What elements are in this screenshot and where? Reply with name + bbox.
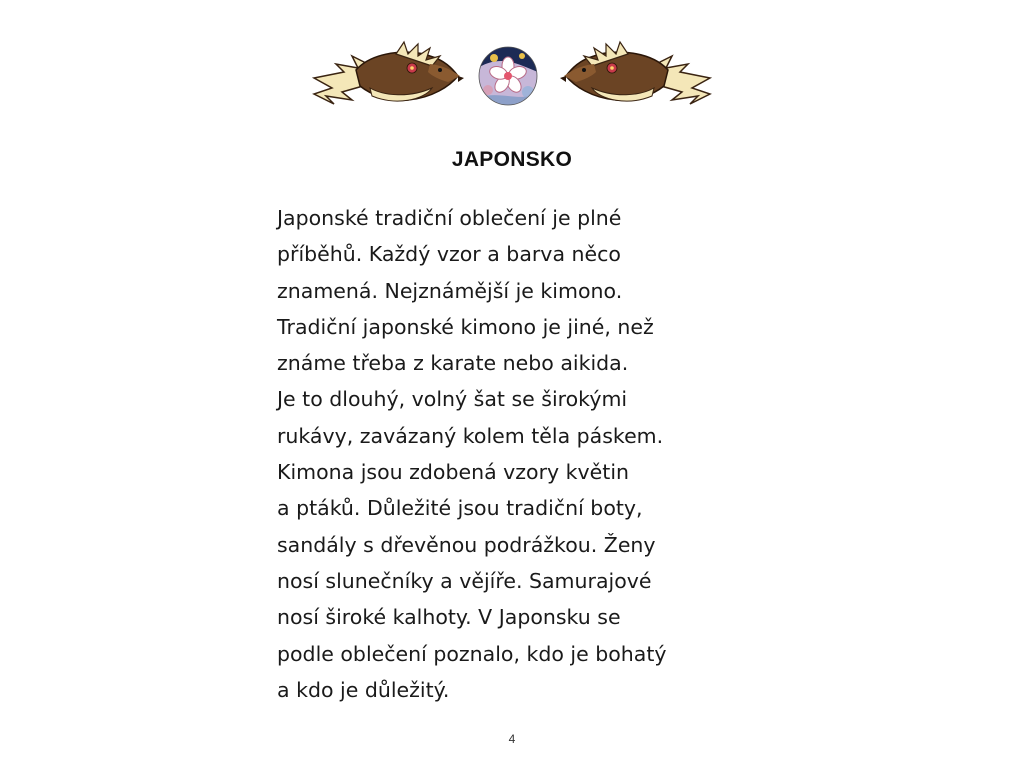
body-paragraph (277, 200, 767, 708)
text-line: Tradiční japonské kimono je jiné, než (277, 314, 654, 339)
hedgehog-icon (314, 42, 464, 104)
text-line: a ptáků. Důležité jsou tradiční boty, (277, 496, 643, 521)
text-line: příběhů. Každý vzor a barva něco (277, 242, 621, 267)
text-line: Kimona jsou zdobená vzory květin (277, 460, 630, 485)
page-number: 4 (508, 732, 516, 746)
hedgehog-icon (560, 42, 710, 104)
text-line: nosí široké kalhoty. V Japonsku se (277, 605, 621, 630)
text-line: nosí slunečníky a vějíře. Samurajové (277, 568, 652, 593)
text-line: rukávy, zavázaný kolem těla páskem. (277, 423, 664, 448)
page-title: JAPONSKO (451, 148, 573, 171)
text-line: Japonské tradiční oblečení je plné (277, 206, 622, 230)
text-line: známe třeba z karate nebo aikida. (277, 351, 629, 376)
flower-medallion-icon (478, 46, 538, 106)
text-line: Je to dlouhý, volný šat se širokými (277, 387, 628, 412)
header-illustration (0, 36, 1024, 116)
text-line: znamená. Nejznámější je kimono. (277, 278, 623, 303)
text-line: podle oblečení poznalo, kdo je bohatý (277, 641, 667, 666)
text-line: sandály s dřevěnou podrážkou. Ženy (277, 532, 656, 557)
text-line: a kdo je důležitý. (277, 677, 450, 702)
